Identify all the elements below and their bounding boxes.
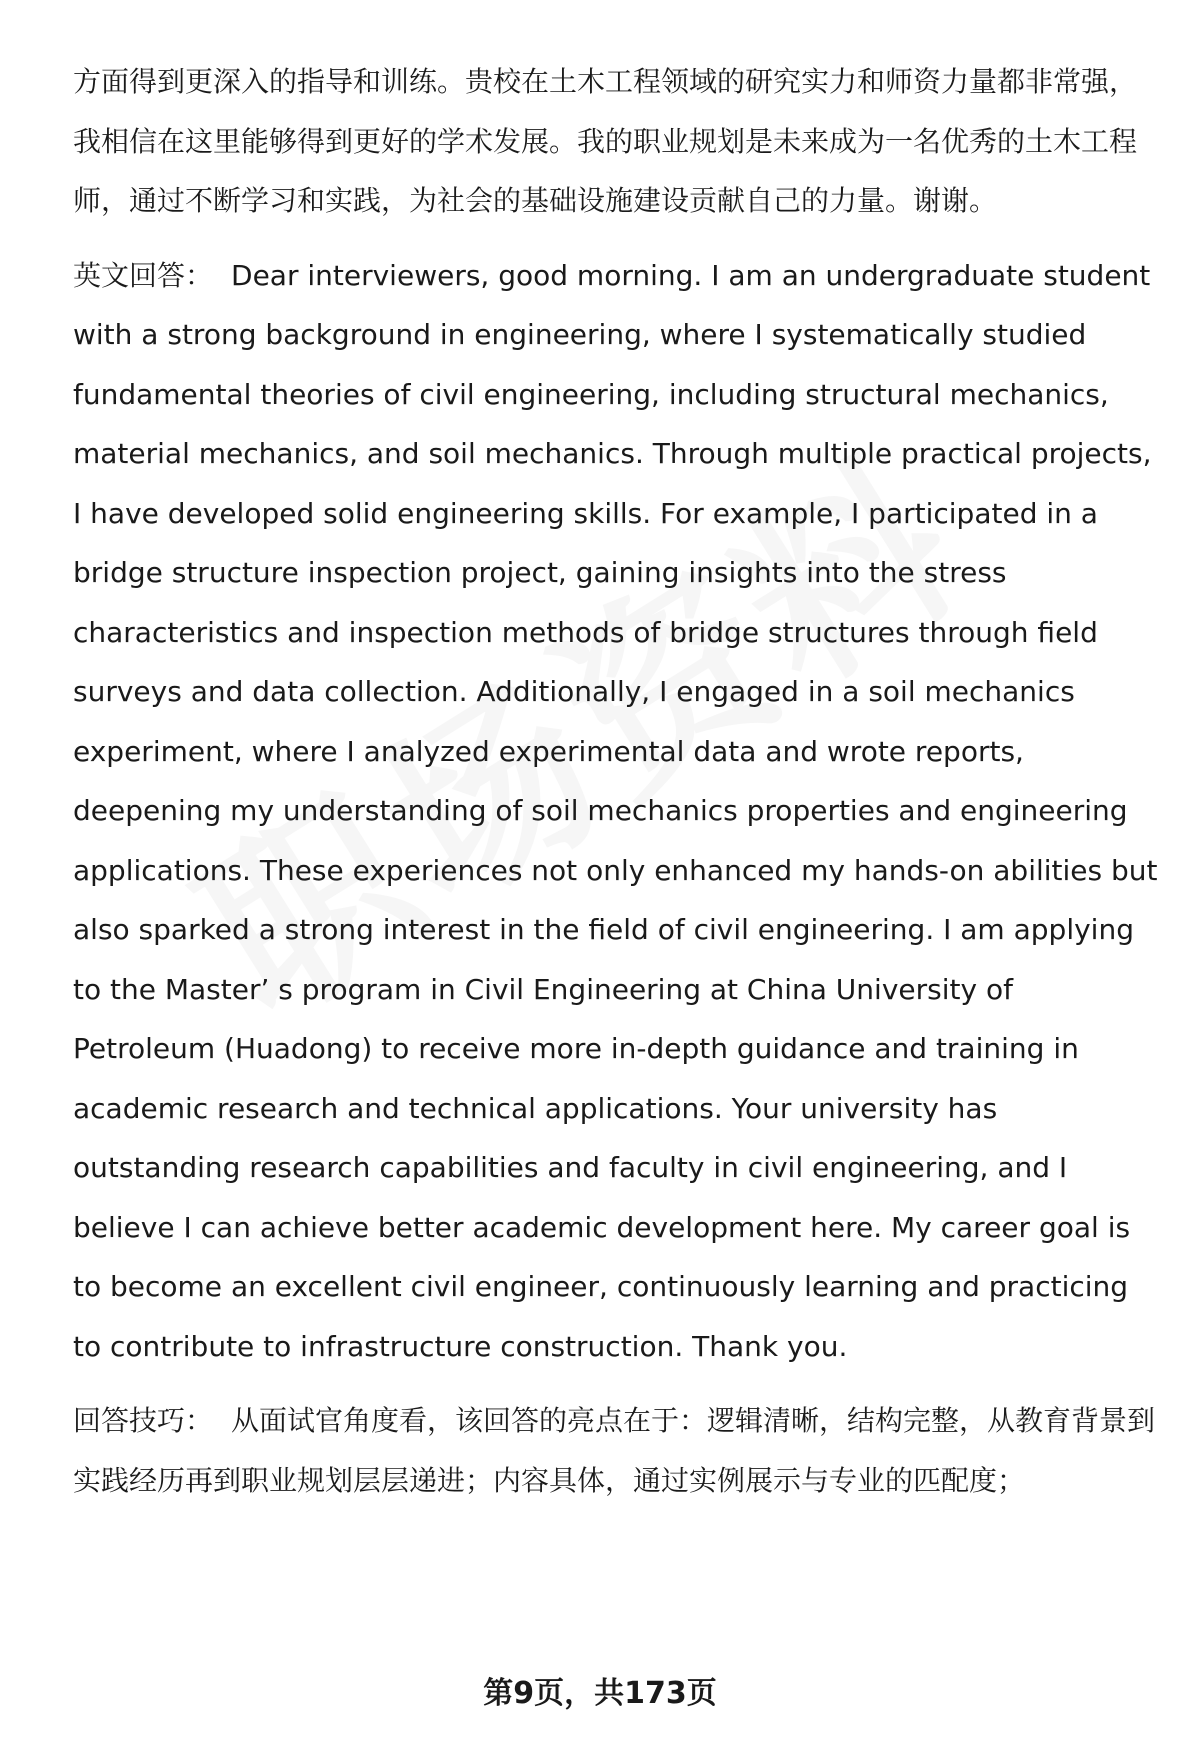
answer-tips-label: 回答技巧：	[73, 1404, 214, 1437]
english-answer-label: 英文回答：	[73, 258, 214, 292]
page-indicator: 第9页，共173页	[483, 1676, 717, 1711]
english-answer-paragraph	[73, 246, 1163, 1377]
document-body	[73, 52, 1163, 1510]
english-answer-text: Dear interviewers, good morning. I am an undergraduate student with a strong background in engineering, where I systematically studied fundamental theories of civil engineering, including structural mechanics, material mechanics, and soil mechanics. Through multiple practical projects, I have developed solid engineering skills. For example, I participated in a bridge structure inspection project, gaining insights into the stress characteristics and inspection methods of bridge structures through field surveys and data collection. Additionally, I engaged in a soil mechanics experiment, where I analyzed experimental data and wrote reports, deepening my understanding of soil mechanics properties and engineering applications. These experiences not only enhanced my hands-on abilities but also sparked a strong interest in the field of civil engineering. I am applying to the Master’ s program in Civil Engineering at China University of Petroleum (Huadong) to receive more in-depth guidance and training in academic research and technical applications. Your university has outstanding research capabilities and faculty in civil engineering, and I believe I can achieve better academic development here. My career goal is to become an excellent civil engineer, continuously learning and practicing to contribute to infrastructure construction. Thank you.	[73, 258, 1158, 1363]
answer-tips-paragraph	[73, 1391, 1163, 1510]
answer-tips-text: 从面试官角度看，该回答的亮点在于：逻辑清晰，结构完整，从教育背景到实践经历再到职业规划层层递进；内容具体，通过实例展示与专业的匹配度；	[73, 1404, 1156, 1497]
continued-paragraph: 方面得到更深入的指导和训练。贵校在土木工程领域的研究实力和师资力量都非常强，我相信在这里能够得到更好的学术发展。我的职业规划是未来成为一名优秀的土木工程师，通过不断学习和实践，为社会的基础设施建设贡献自己的力量。谢谢。	[73, 65, 1138, 217]
